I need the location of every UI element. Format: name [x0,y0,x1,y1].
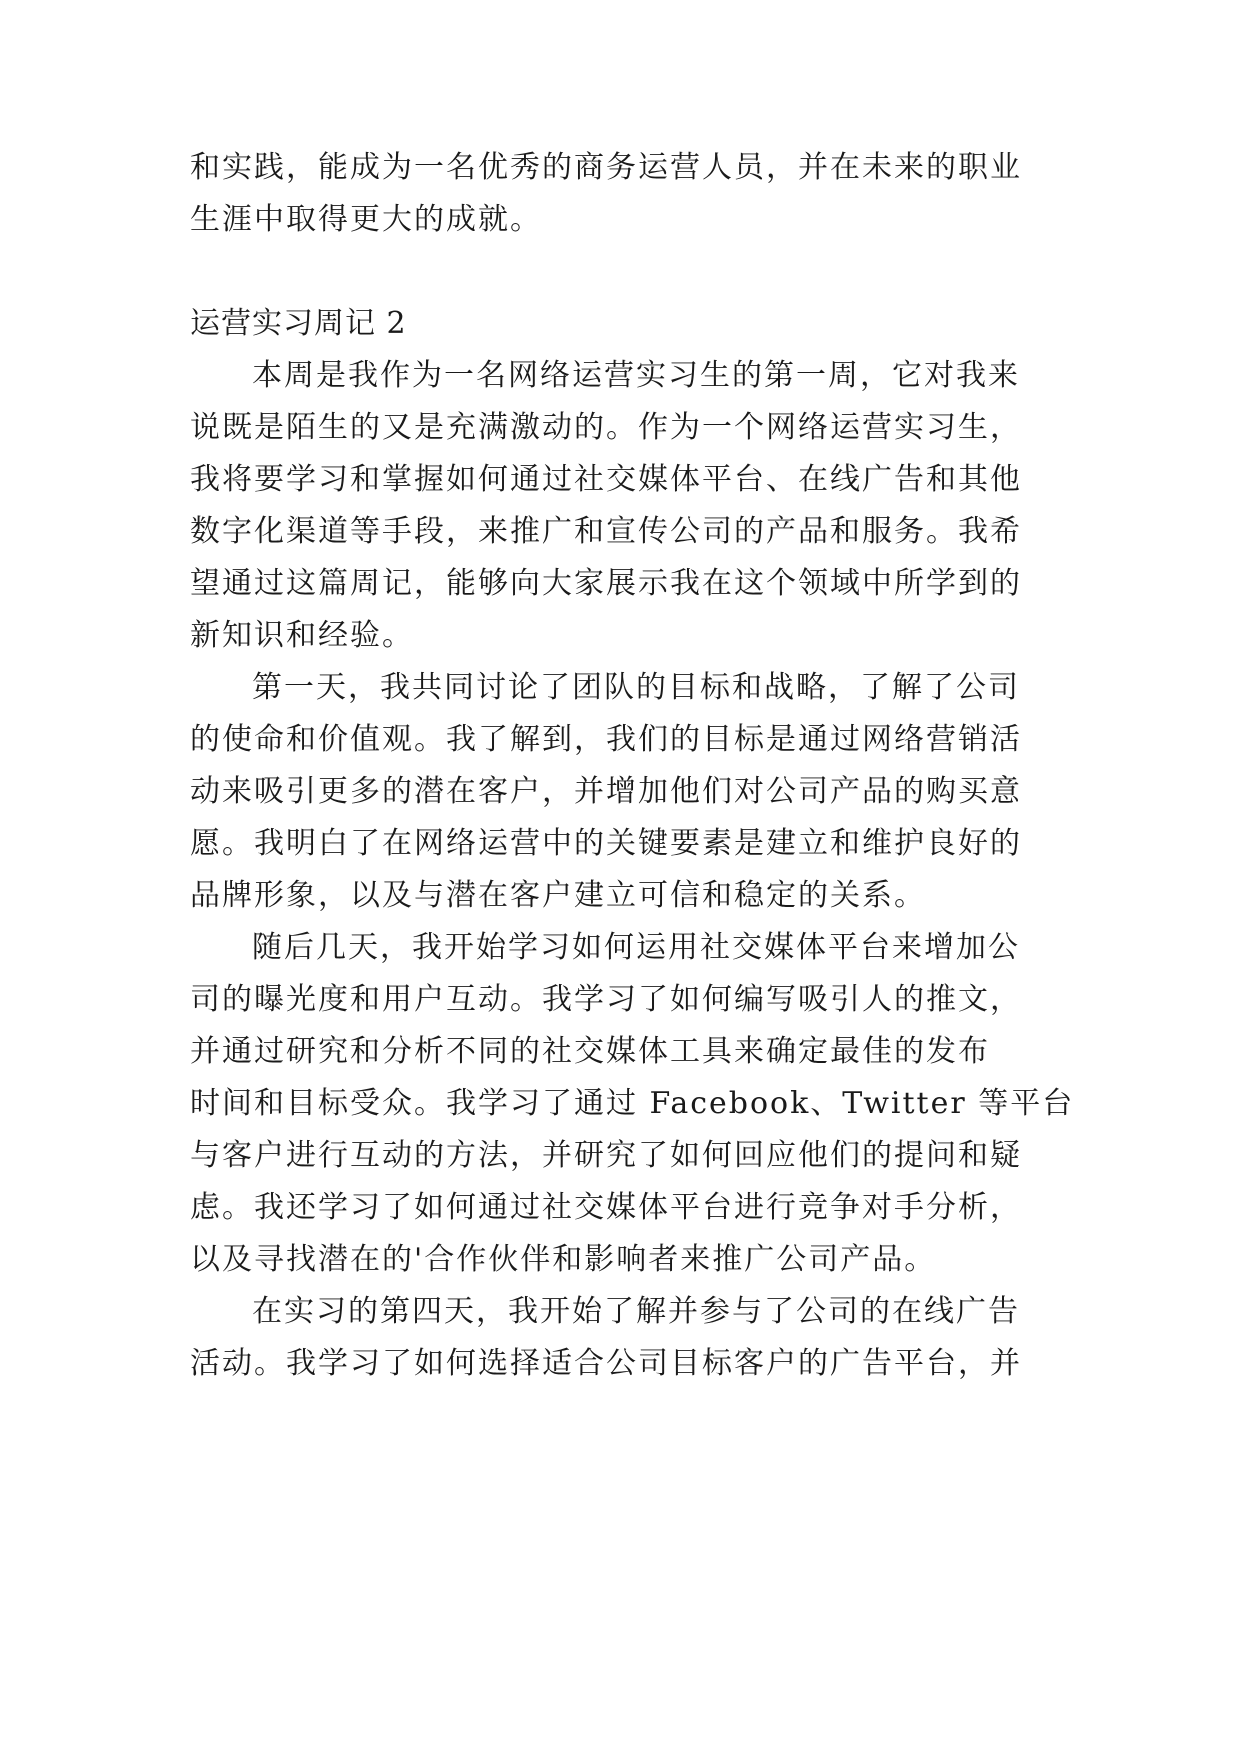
paragraph-1-line-6: 新知识和经验。 [190,618,414,653]
paragraph-3-line-2: 司的曝光度和用户互动。我学习了如何编写吸引人的推文， [190,982,1022,1017]
paragraph-1-line-4: 数字化渠道等手段，来推广和宣传公司的产品和服务。我希 [190,514,1022,549]
paragraph-2-line-3: 动来吸引更多的潜在客户，并增加他们对公司产品的购买意 [190,774,1022,809]
paragraph-3-line-1: 随后几天，我开始学习如何运用社交媒体平台来增加公 [252,930,1020,965]
paragraph-3-line-3: 并通过研究和分析不同的社交媒体工具来确定最佳的发布 [190,1034,990,1069]
paragraph-3-line-7: 以及寻找潜在的'合作伙伴和影响者来推广公司产品。 [190,1242,937,1277]
paragraph-2-line-1: 第一天，我共同讨论了团队的目标和战略，了解了公司 [252,670,1020,705]
paragraph-1-line-2: 说既是陌生的又是充满激动的。作为一个网络运营实习生， [190,410,1022,445]
paragraph-2-line-4: 愿。我明白了在网络运营中的关键要素是建立和维护良好的 [190,826,1022,861]
paragraph-2-line-5: 品牌形象，以及与潜在客户建立可信和稳定的关系。 [190,878,926,913]
paragraph-2-line-2: 的使命和价值观。我了解到，我们的目标是通过网络营销活 [190,722,1022,757]
intro-line-1: 和实践，能成为一名优秀的商务运营人员，并在未来的职业 [190,150,1022,185]
paragraph-3-line-6: 虑。我还学习了如何通过社交媒体平台进行竞争对手分析， [190,1190,1022,1225]
section-title: 运营实习周记 2 [190,306,407,341]
paragraph-4-line-1: 在实习的第四天，我开始了解并参与了公司的在线广告 [252,1294,1020,1329]
paragraph-4-line-2: 活动。我学习了如何选择适合公司目标客户的广告平台，并 [190,1346,1022,1381]
paragraph-3-line-5: 与客户进行互动的方法，并研究了如何回应他们的提问和疑 [190,1138,1022,1173]
paragraph-1-line-3: 我将要学习和掌握如何通过社交媒体平台、在线广告和其他 [190,462,1022,497]
paragraph-1-line-5: 望通过这篇周记，能够向大家展示我在这个领域中所学到的 [190,566,1022,601]
intro-line-2: 生涯中取得更大的成就。 [190,202,542,237]
paragraph-3-line-4: 时间和目标受众。我学习了通过 Facebook、Twitter 等平台 [190,1086,1075,1121]
paragraph-1-line-1: 本周是我作为一名网络运营实习生的第一周，它对我来 [252,358,1020,393]
